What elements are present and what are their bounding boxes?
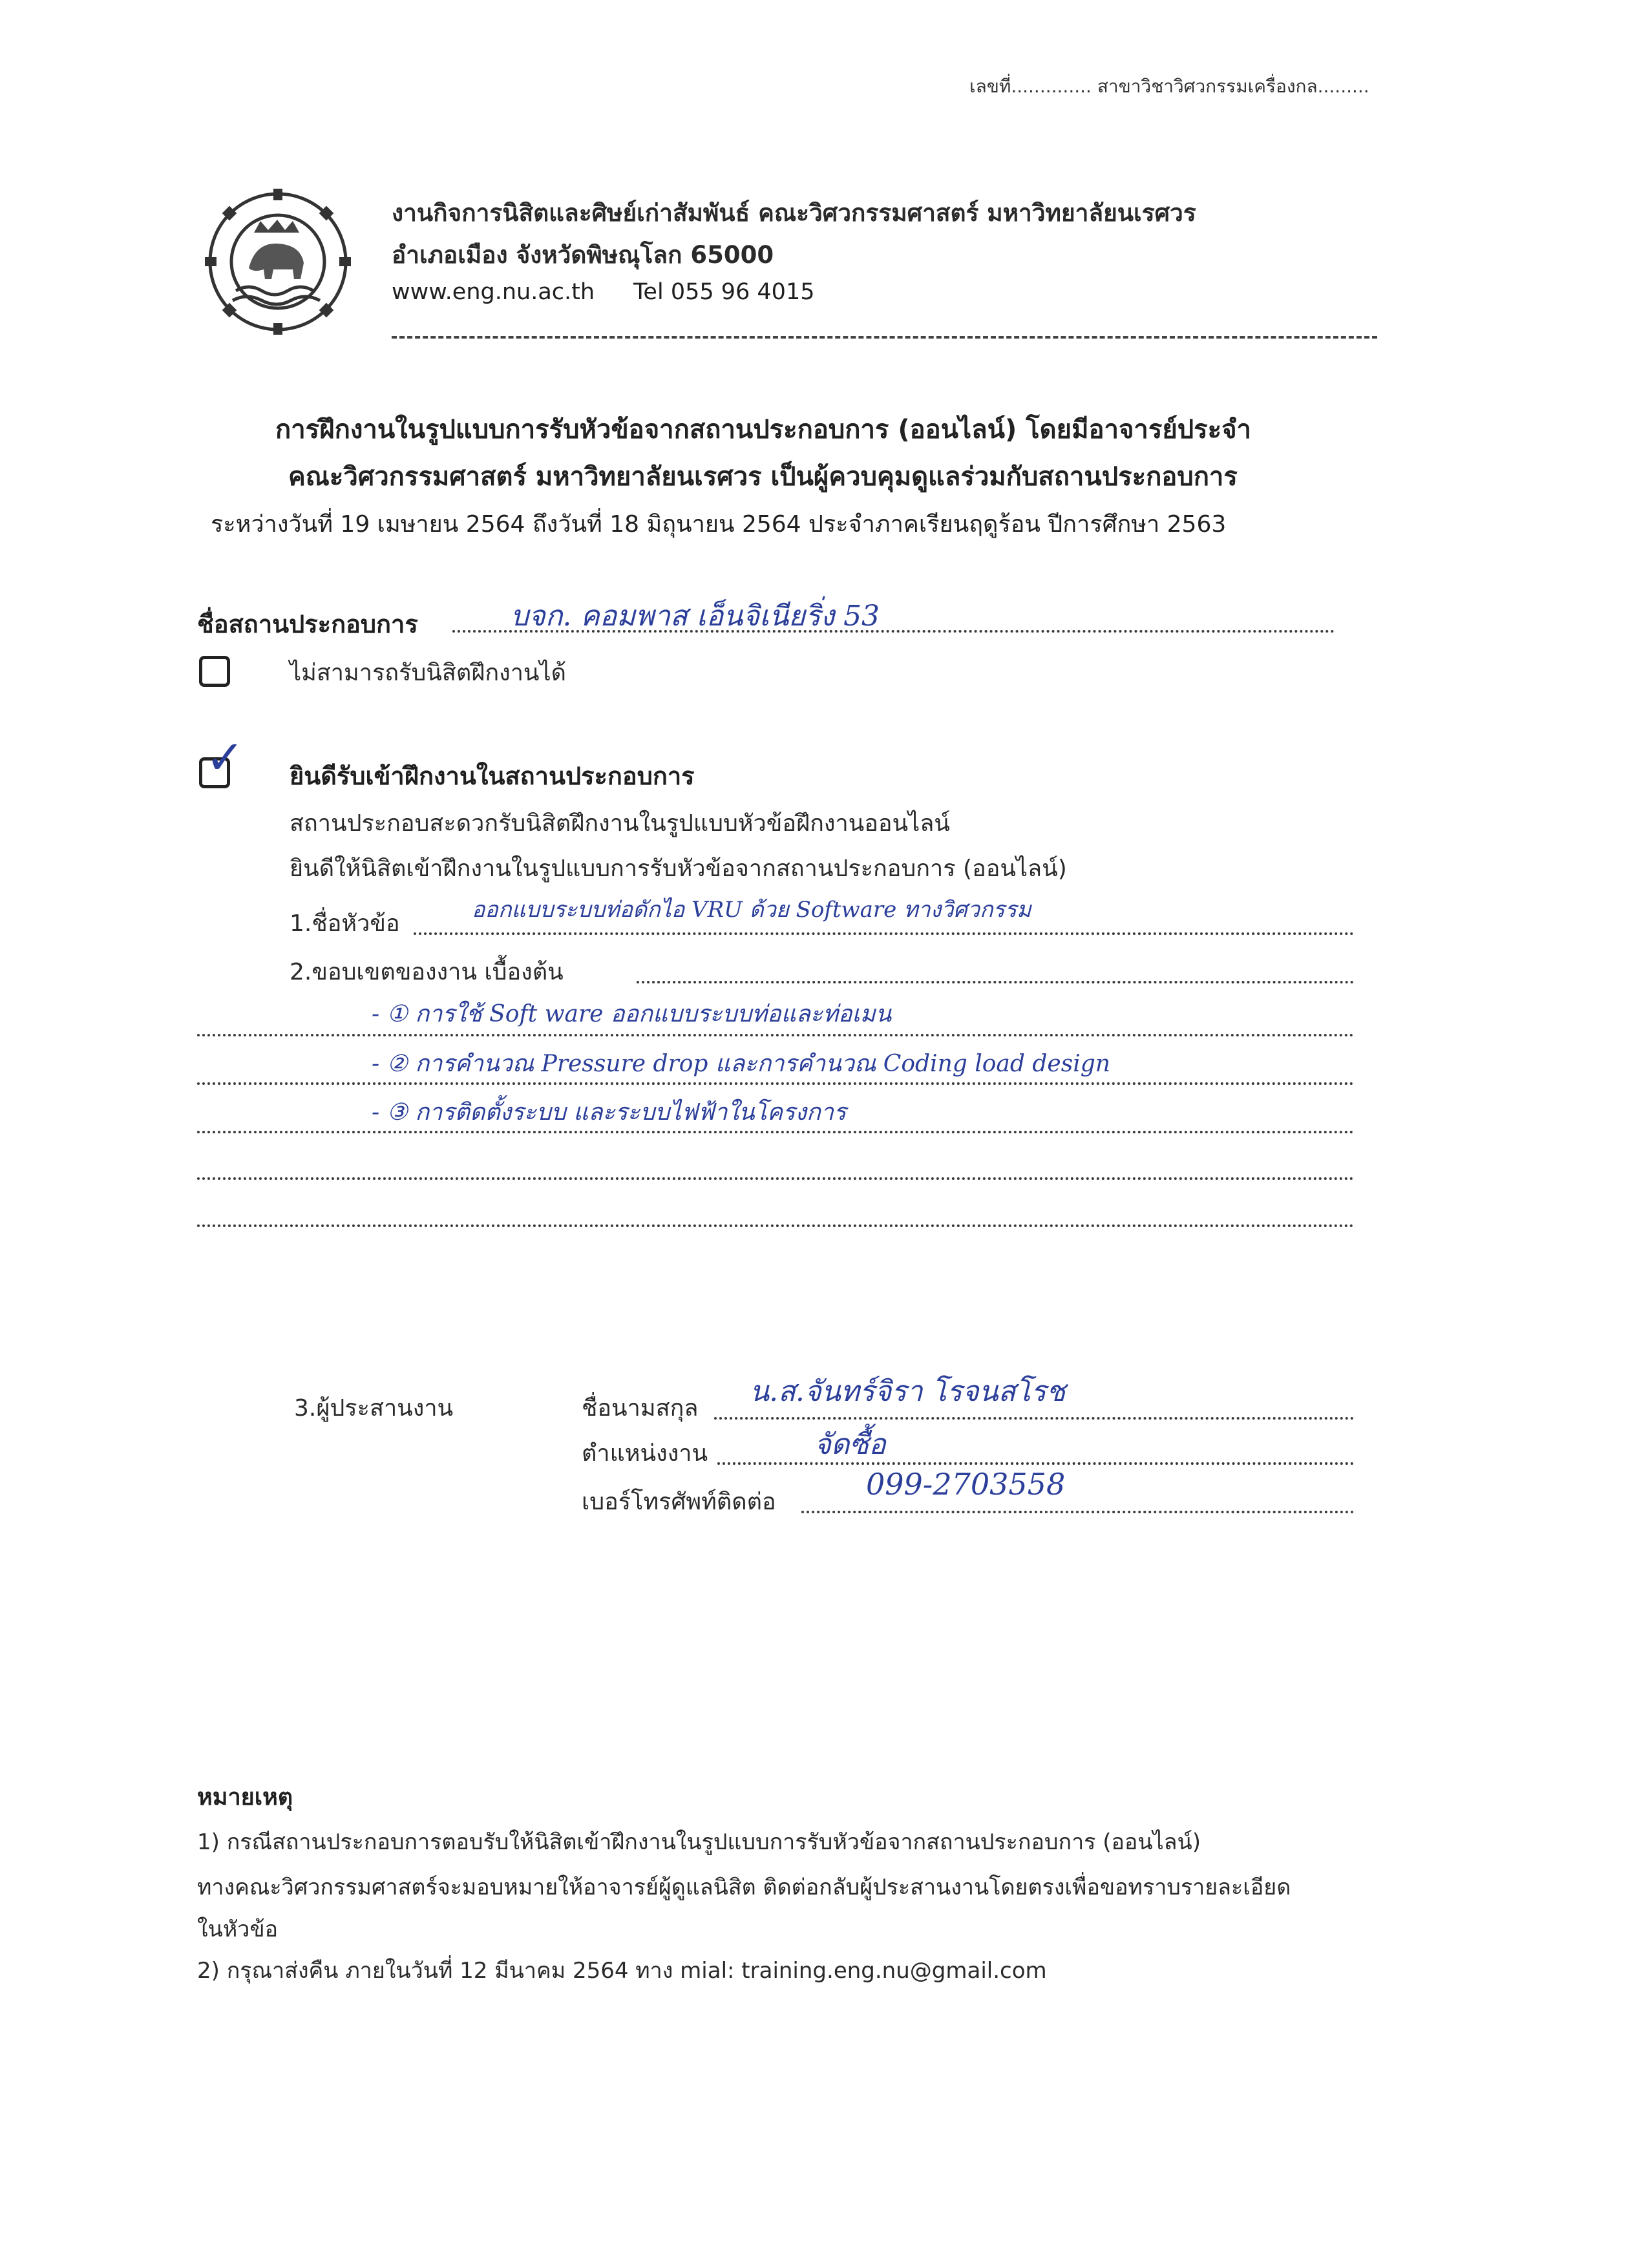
- coordinator-phone-label: เบอร์โทรศัพท์ติดต่อ: [582, 1489, 776, 1515]
- notes-line3: ในหัวข้อ: [197, 1916, 279, 1942]
- topic-dotted-line: [414, 932, 1354, 935]
- coordinator-phone-value[interactable]: 099-2703558: [866, 1467, 1066, 1502]
- coordinator-name-label: ชื่อนามสกุล: [582, 1395, 699, 1422]
- title-line3: ระหว่างวันที่ 19 เมษายน 2564 ถึงวันที่ 18 มิถุนายน 2564 ประจำภาคเรียนฤดูร้อน ปีการศึกษา 2563: [211, 511, 1227, 538]
- notes-line1: 1) กรณีสถานประกอบการตอบรับให้นิสิตเข้าฝึกงานในรูปแบบการรับหัวข้อจากสถานประกอบการ (ออนไลน์): [197, 1829, 1201, 1855]
- doc-number: เลขที่.............. สาขาวิชาวิศวกรรมเครื่องกล.........: [969, 76, 1369, 97]
- scope-label: 2.ขอบเขตของงาน เบื้องต้น: [290, 959, 564, 985]
- scope-dotted-line-4: [197, 1177, 1354, 1180]
- coordinator-position-dotted-line: [717, 1462, 1354, 1465]
- letterhead-line1: งานกิจการนิสิตและศิษย์เก่าสัมพันธ์ คณะวิศวกรรมศาสตร์ มหาวิทยาลัยนเรศวร: [392, 199, 1196, 227]
- letterhead-divider: [392, 336, 1377, 339]
- scope-dotted-line-2: [197, 1082, 1354, 1085]
- company-label: ชื่อสถานประกอบการ: [197, 610, 418, 638]
- accept-desc2: ยินดีให้นิสิตเข้าฝึกงานในรูปแบบการรับหัวข้อจากสถานประกอบการ (ออนไลน์): [290, 856, 1067, 882]
- coordinator-name-dotted-line: [714, 1417, 1354, 1420]
- faculty-logo: [197, 187, 359, 336]
- letterhead-phone: Tel 055 96 4015: [633, 279, 815, 305]
- letterhead-website: www.eng.nu.ac.th: [392, 279, 595, 305]
- scope-label-dotted-line: [637, 981, 1354, 983]
- decline-label: ไม่สามารถรับนิสิตฝึกงานได้: [290, 660, 567, 686]
- coordinator-position-label: ตำแหน่งงาน: [582, 1440, 708, 1467]
- scope-item-1[interactable]: - ① การใช้ Soft ware ออกแบบระบบท่อและท่อเมน: [372, 1001, 892, 1027]
- coordinator-phone-dotted-line: [801, 1511, 1354, 1513]
- notes-line4: 2) กรุณาส่งคืน ภายในวันที่ 12 มีนาคม 2564 ทาง mial: training.eng.nu@gmail.com: [197, 1958, 1047, 1984]
- topic-label: 1.ชื่อหัวข้อ: [290, 910, 400, 937]
- scope-item-3[interactable]: - ③ การติดตั้งระบบ และระบบไฟฟ้าในโครงการ: [372, 1099, 847, 1126]
- coordinator-label: 3.ผู้ประสานงาน: [294, 1395, 454, 1422]
- title-line1: การฝึกงานในรูปแบบการรับหัวข้อจากสถานประกอบการ (ออนไลน์) โดยมีอาจารย์ประจำ: [275, 415, 1252, 445]
- coordinator-position-value[interactable]: จัดซื้อ: [814, 1428, 886, 1461]
- scope-item-2[interactable]: - ② การคำนวณ Pressure drop และการคำนวณ Coding load design: [372, 1051, 1110, 1077]
- letterhead-line2: อำเภอเมือง จังหวัดพิษณุโลก 65000: [392, 241, 774, 269]
- decline-checkbox[interactable]: [199, 656, 230, 687]
- scope-dotted-line-3: [197, 1131, 1354, 1133]
- accept-label: ยินดีรับเข้าฝึกงานในสถานประกอบการ: [290, 762, 695, 790]
- notes-line2: ทางคณะวิศวกรรมศาสตร์จะมอบหมายให้อาจารย์ผู้ดูแลนิสิต ติดต่อกลับผู้ประสานงานโดยตรงเพื่อขอทราบรายละเอียด: [197, 1874, 1291, 1900]
- accept-desc1: สถานประกอบสะดวกรับนิสิตฝึกงานในรูปแบบหัวข้อฝึกงานออนไลน์: [290, 810, 950, 837]
- scope-dotted-line-1: [197, 1034, 1354, 1036]
- coordinator-name-value[interactable]: น.ส.จันทร์จิรา โรจนสโรช: [750, 1375, 1066, 1408]
- notes-heading: หมายเหตุ: [197, 1784, 293, 1811]
- title-line2: คณะวิศวกรรมศาสตร์ มหาวิทยาลัยนเรศวร เป็นผู้ควบคุมดูแลร่วมกับสถานประกอบการ: [288, 462, 1238, 492]
- company-value[interactable]: บจก. คอมพาส เอ็นจิเนียริ่ง 53: [511, 600, 880, 633]
- scope-dotted-line-5: [197, 1224, 1354, 1227]
- accept-check-mark: ✓: [206, 730, 245, 784]
- topic-value[interactable]: ออกแบบระบบท่อดักไอ VRU ด้วย Software ทางวิศวกรรม: [472, 897, 1031, 923]
